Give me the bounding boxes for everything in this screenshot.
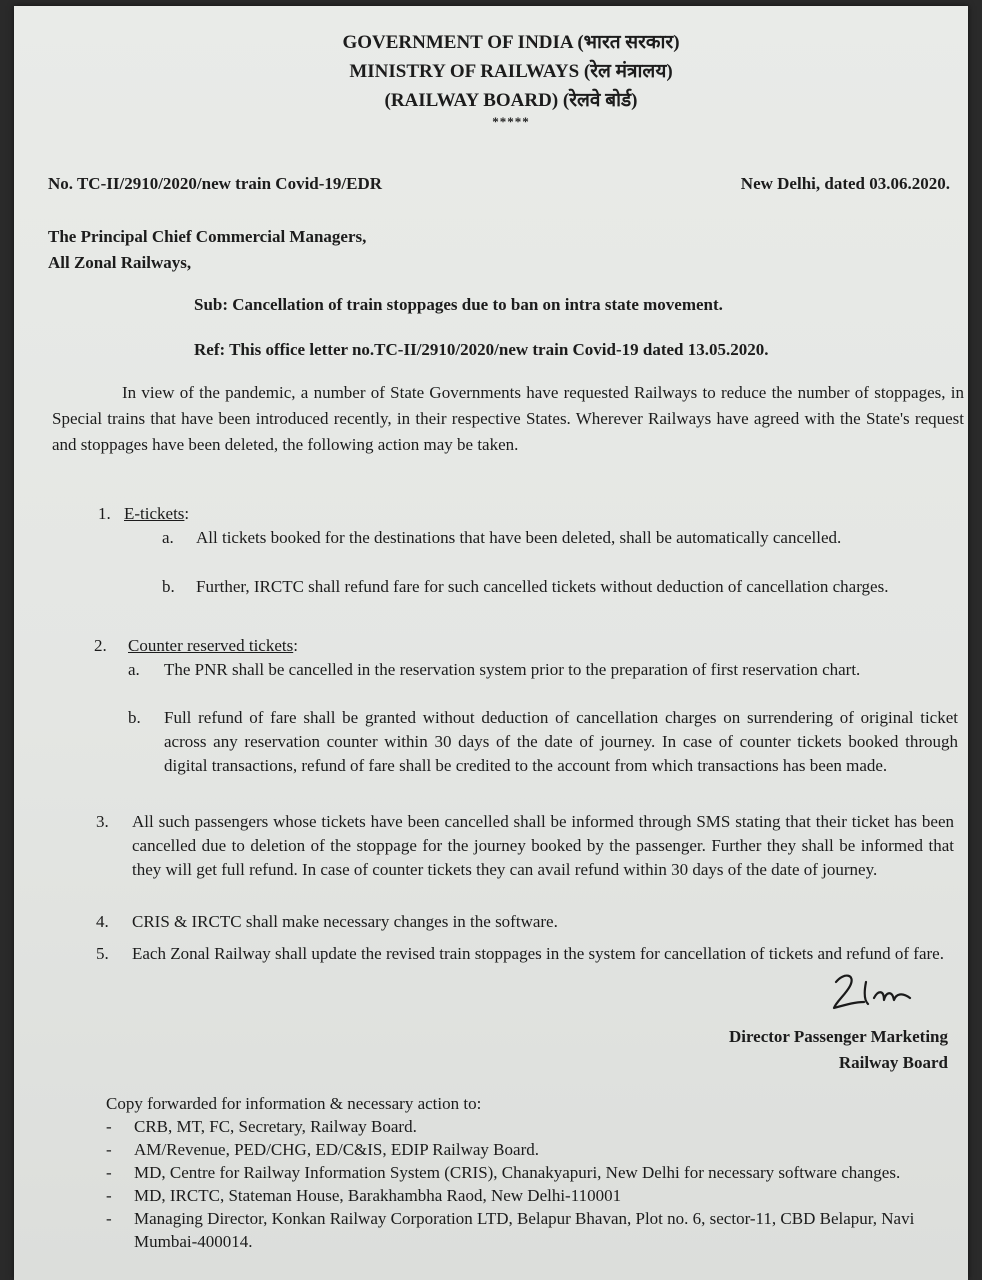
bullet-dash: - [106, 1209, 112, 1228]
letterhead [54, 6, 968, 129]
letterhead-line-board: (RAILWAY BOARD) (रेलवे बोर्ड) [384, 90, 638, 111]
section-colon: : [184, 504, 190, 523]
section-2-item-b [128, 706, 958, 802]
letter-date: New Delhi, dated 03.06.2020. [740, 174, 950, 193]
copy-recipient [106, 1184, 926, 1207]
document-page [14, 6, 968, 1280]
addressee-line-2: All Zonal Railways, [48, 253, 192, 272]
copy-recipient-text: AM/Revenue, PED/CHG, ED/C&IS, EDIP Railway Board. [134, 1140, 539, 1159]
section-4-software-changes [96, 910, 954, 934]
signoff-organisation: Railway Board [838, 1053, 948, 1072]
bullet-dash: - [106, 1186, 112, 1205]
item-letter: b. [162, 577, 175, 596]
copy-recipient [106, 1138, 926, 1161]
reference-line [48, 174, 950, 194]
item-letter: b. [128, 708, 141, 727]
copy-recipient [106, 1161, 926, 1184]
section-3-sms-notification [96, 810, 954, 906]
handwritten-signature [826, 968, 922, 1020]
section-colon: : [293, 636, 298, 655]
section-text: CRIS & IRCTC shall make necessary changes in the software. [132, 912, 558, 931]
letterhead-line-government: GOVERNMENT OF INDIA (भारत सरकार) [342, 32, 680, 53]
signoff-title: Director Passenger Marketing [728, 1027, 948, 1046]
copy-recipient-text: MD, Centre for Railway Information System (CRIS), Chanakyapuri, New Delhi for necessary software changes. [134, 1163, 901, 1182]
item-text: All tickets booked for the destinations that have been deleted, shall be automatically cancelled. [196, 528, 842, 547]
section-counter-reserved-tickets [94, 634, 954, 658]
item-text: The PNR shall be cancelled in the reservation system prior to the preparation of first reservation chart. [164, 660, 861, 679]
section-2-item-a [128, 658, 958, 706]
item-letter: a. [162, 528, 174, 547]
addressee [48, 224, 366, 276]
signoff-block [729, 1024, 948, 1076]
section-number: 3. [96, 812, 109, 831]
bullet-dash: - [106, 1140, 112, 1159]
section-title: E-tickets [124, 504, 185, 523]
copy-recipient [106, 1207, 926, 1253]
item-text: Further, IRCTC shall refund fare for such cancelled tickets without deduction of cancellation charges. [196, 577, 889, 596]
copy-forwarded-list [106, 1092, 926, 1253]
bullet-dash: - [106, 1163, 112, 1182]
reference-to-previous-letter: Ref: This office letter no.TC-II/2910/2020/new train Covid-19 dated 13.05.2020. [194, 340, 769, 359]
section-text: All such passengers whose tickets have been cancelled shall be informed through SMS stating that their ticket has been cancelled due to deletion of the stoppage for the journey booked by the passenger. Further they shall be informed that they will get full refund. In case of counter tickets they can avail refund within 30 days of the date of journey. [132, 812, 954, 879]
letter-number: No. TC-II/2910/2020/new train Covid-19/EDR [48, 174, 383, 193]
bullet-dash: - [106, 1117, 112, 1136]
item-text: Full refund of fare shall be granted without deduction of cancellation charges on surrendering of original ticket across any reservation counter within 30 days of the date of journey. In case of counter tickets booked through digital transactions, refund of fare shall be credited to the account from which transactions has been made. [164, 708, 958, 775]
letterhead-line-ministry: MINISTRY OF RAILWAYS (रेल मंत्रालय) [349, 61, 673, 82]
subject-line: Sub: Cancellation of train stoppages due to ban on intra state movement. [194, 295, 723, 314]
copy-recipient-text: Managing Director, Konkan Railway Corporation LTD, Belapur Bhavan, Plot no. 6, sector-11, CBD Belapur, Navi Mumbai-400014. [134, 1209, 915, 1251]
copy-recipient [106, 1115, 926, 1138]
section-number: 1. [98, 504, 111, 523]
section-e-tickets [98, 502, 958, 526]
item-letter: a. [128, 660, 140, 679]
section-1-item-b [162, 575, 962, 623]
addressee-line-1: The Principal Chief Commercial Managers, [48, 227, 367, 246]
intro-paragraph: In view of the pandemic, a number of State Governments have requested Railways to reduce the number of stoppages, in Special trains that have been introduced recently, in their respective States. Wherever Railways have agreed with the State's request and stoppages have been deleted, the following action may be taken. [52, 383, 964, 454]
section-1-item-a [162, 526, 962, 574]
section-title: Counter reserved tickets [128, 636, 294, 655]
letterhead-stars: ***** [492, 114, 530, 129]
section-text: Each Zonal Railway shall update the revised train stoppages in the system for cancellation of tickets and refund of fare. [132, 944, 944, 963]
section-number: 4. [96, 912, 109, 931]
copy-heading: Copy forwarded for information & necessary action to: [106, 1094, 482, 1113]
section-number: 5. [96, 944, 109, 963]
copy-recipient-text: CRB, MT, FC, Secretary, Railway Board. [134, 1117, 417, 1136]
copy-recipient-text: MD, IRCTC, Stateman House, Barakhambha Raod, New Delhi-110001 [134, 1186, 622, 1205]
section-number: 2. [94, 636, 107, 655]
